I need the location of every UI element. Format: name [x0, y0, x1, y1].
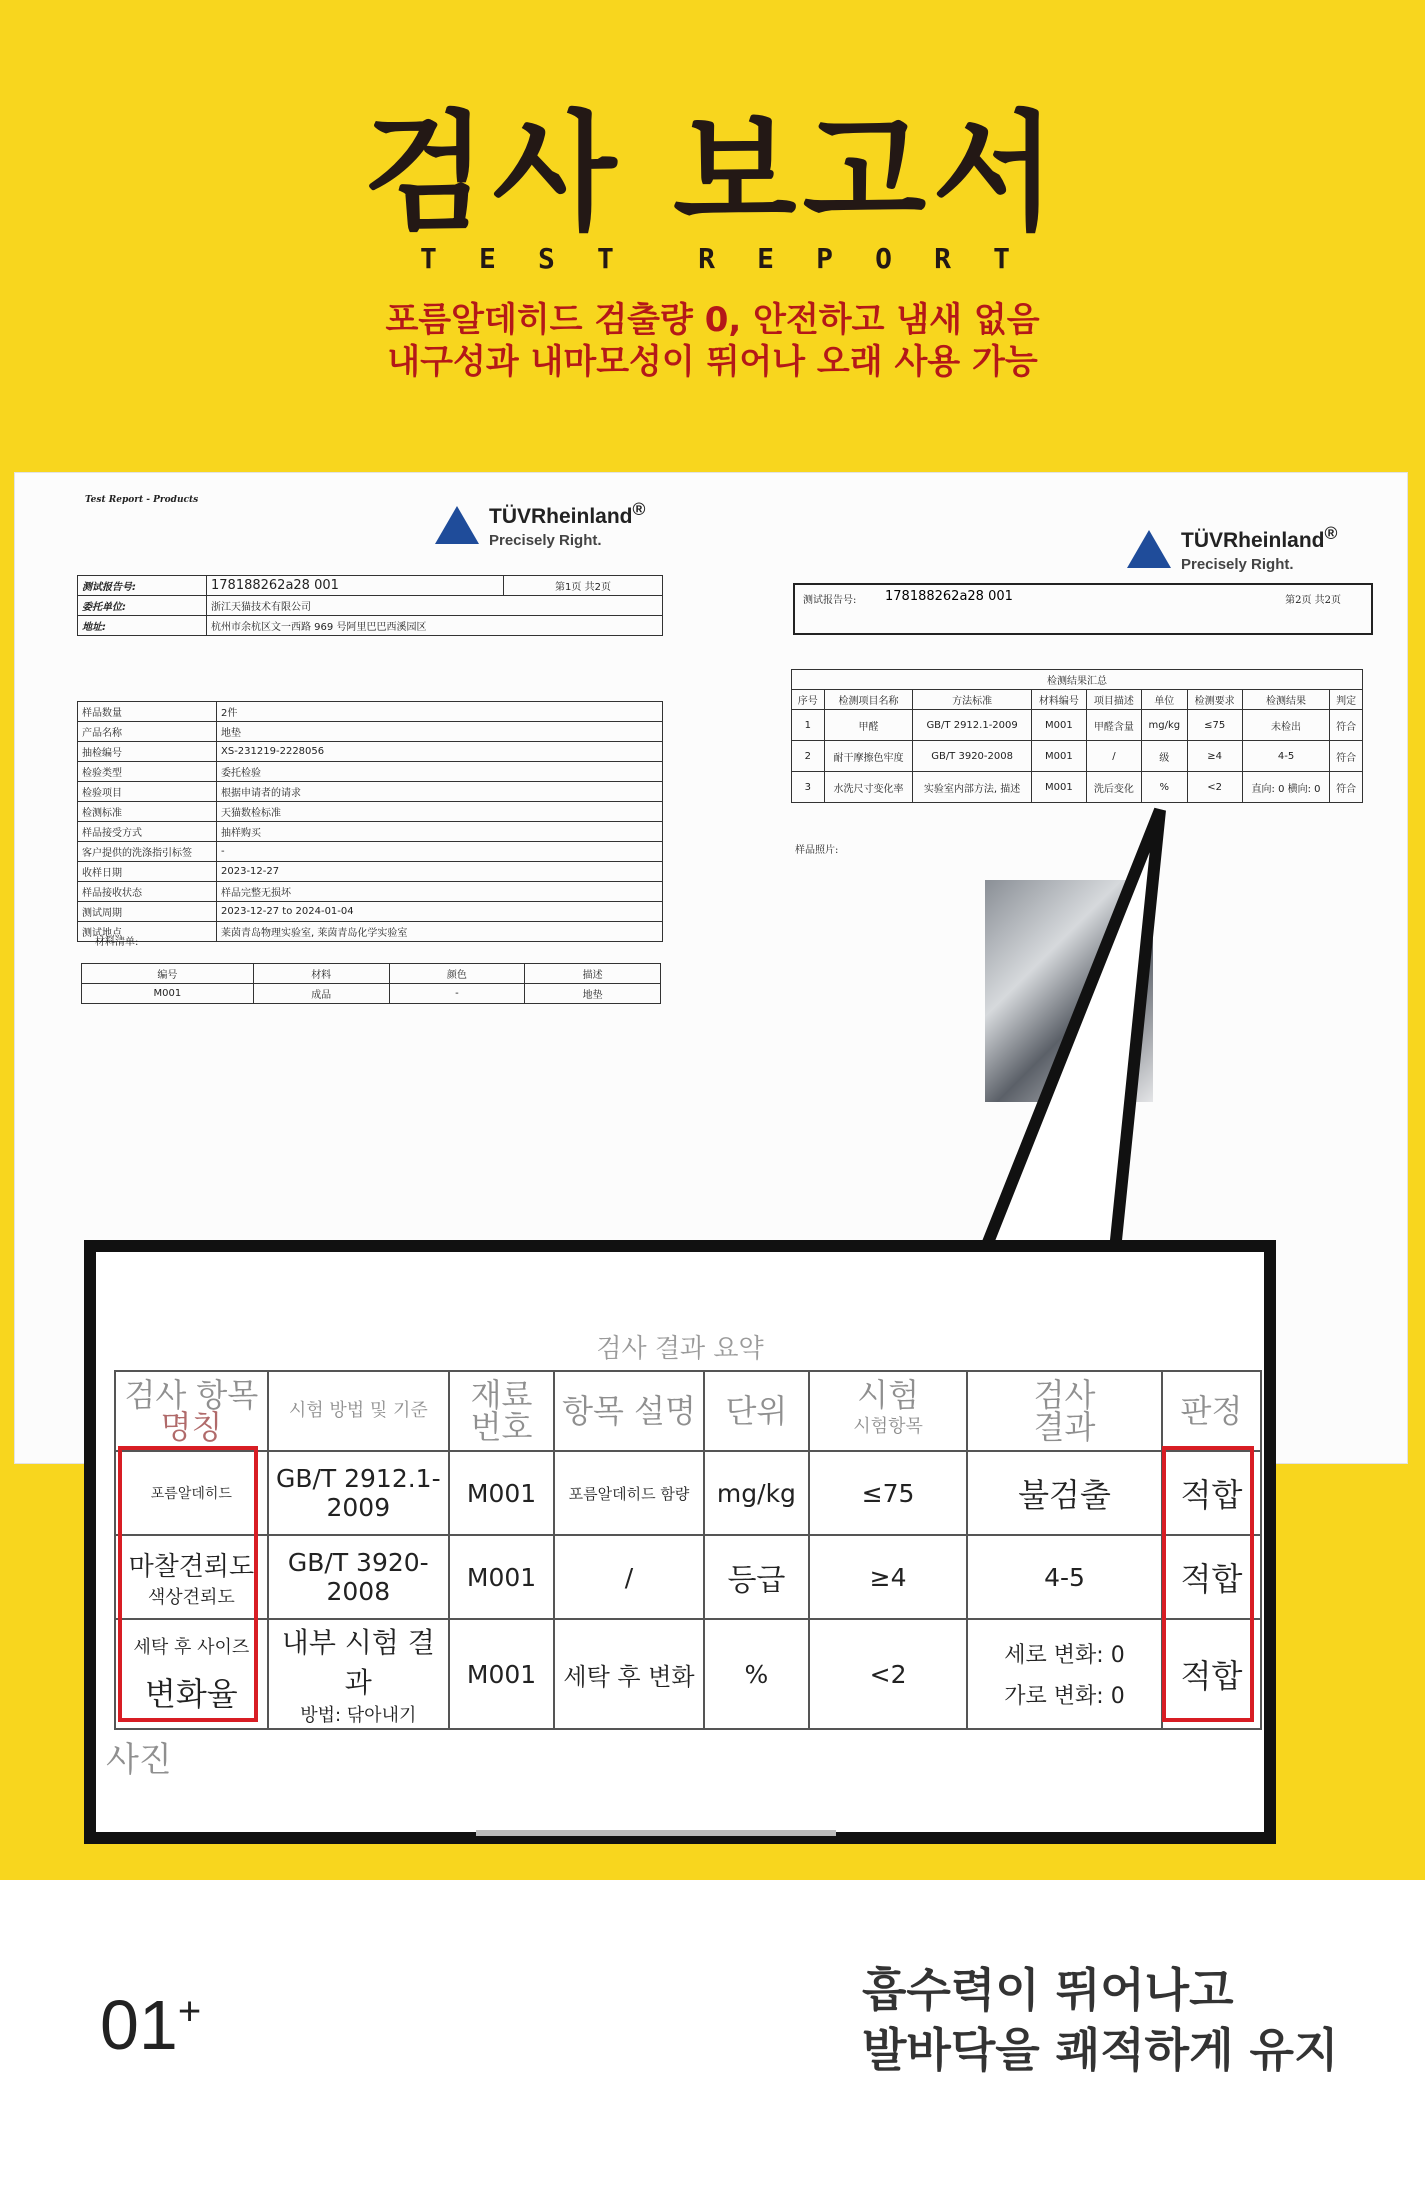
subtitle-letter: E — [757, 242, 774, 275]
summary-small-cell: 甲醛含量 — [1086, 710, 1141, 741]
summary-small-cell: mg/kg — [1141, 710, 1187, 741]
summary-small-cell: 直向: 0 横向: 0 — [1242, 772, 1330, 803]
summary-small-cell: <2 — [1187, 772, 1242, 803]
material-cell: 成品 — [253, 984, 389, 1004]
info-value: 委托检验 — [217, 762, 663, 782]
subtitle-letter: O — [875, 242, 892, 275]
summary-small-cell: 水洗尺寸变化率 — [824, 772, 913, 803]
subtitle-letter: T — [420, 242, 437, 275]
page-count: 第2页 共2页 — [1285, 595, 1341, 606]
info-label: 样品接收状态 — [78, 882, 217, 902]
info-label: 产品名称 — [78, 722, 217, 742]
header-requirement: 시험 시험항목 — [809, 1371, 967, 1451]
info-value: 抽样购买 — [217, 822, 663, 842]
info-label: 样品数量 — [78, 702, 217, 722]
address-value: 杭州市余杭区文一西路 969 号阿里巴巴西溪园区 — [207, 616, 663, 636]
material-header: 描述 — [525, 964, 661, 984]
summary-header-row — [115, 1371, 1261, 1451]
table-row — [115, 1451, 1261, 1535]
cell-result: 불검출 — [967, 1451, 1162, 1535]
page-title: 검사 보고서 — [363, 99, 1062, 248]
info-label: 测试地点 — [78, 922, 217, 942]
table-row — [115, 1535, 1261, 1619]
summary-small-cell: ≥4 — [1187, 741, 1242, 772]
report-no-value: 178188262a28 001 — [885, 589, 1013, 604]
cell-material: M001 — [449, 1535, 554, 1619]
tagline-2: 내구성과 내마모성이 뛰어나 오래 사용 가능 — [387, 342, 1038, 382]
summary-small-cell: 洗后变化 — [1086, 772, 1141, 803]
info-value: 天猫数检标准 — [217, 802, 663, 822]
summary-small-cell: / — [1086, 741, 1141, 772]
material-cell: 地垫 — [525, 984, 661, 1004]
cell-name: 마찰견뢰도 색상견뢰도 — [115, 1535, 268, 1619]
header-unit: 단위 — [704, 1371, 809, 1451]
summary-small-cell: % — [1141, 772, 1187, 803]
material-header: 材料 — [253, 964, 389, 984]
report-no-value: 178188262a28 001 — [207, 576, 504, 596]
scrollbar[interactable] — [476, 1830, 836, 1836]
summary-small-cell: 1 — [792, 710, 825, 741]
cell-material: M001 — [449, 1451, 554, 1535]
summary-small-header: 项目描述 — [1086, 690, 1141, 710]
summary-small-header: 单位 — [1141, 690, 1187, 710]
cell-result: 세로 변화: 0 가로 변화: 0 — [967, 1619, 1162, 1729]
summary-small-cell: M001 — [1031, 772, 1086, 803]
summary-small-cell: 符合 — [1330, 710, 1363, 741]
summary-small-cell: 耐干摩擦色牢度 — [824, 741, 913, 772]
subtitle-letter: R — [934, 242, 951, 275]
brand-mark: ® — [1324, 523, 1338, 543]
cell-desc: 포름알데히드 함량 — [554, 1451, 704, 1535]
summary-small-header: 材料编号 — [1031, 690, 1086, 710]
feature-line-1: 흡수력이 뛰어나고 — [862, 1963, 1234, 2017]
material-cell: M001 — [82, 984, 254, 1004]
highlight-box-items — [118, 1446, 258, 1722]
info-label: 检验项目 — [78, 782, 217, 802]
summary-small-cell: 实验室内部方法, 描述 — [913, 772, 1031, 803]
info-label: 收样日期 — [78, 862, 217, 882]
summary-small-cell: 未检出 — [1242, 710, 1330, 741]
summary-small-cell: 甲醛 — [824, 710, 913, 741]
material-label: 材料清单: — [95, 937, 139, 948]
info-value: 2023-12-27 — [217, 862, 663, 882]
header-material: 재료 번호 — [449, 1371, 554, 1451]
photo-label: 사진 — [106, 1740, 172, 1780]
report-no-label: 测试报告号: — [78, 576, 207, 596]
summary-small-header: 判定 — [1330, 690, 1363, 710]
material-header: 颜色 — [389, 964, 525, 984]
summary-small-header: 检测项目名称 — [824, 690, 913, 710]
brand-mark: ® — [632, 499, 646, 519]
callout-zoom-panel — [84, 1240, 1276, 1844]
summary-small-header: 检测要求 — [1187, 690, 1242, 710]
highlight-box-verdict — [1162, 1446, 1254, 1722]
table-row — [115, 1619, 1261, 1729]
subtitle-letter: R — [698, 242, 715, 275]
cell-unit: mg/kg — [704, 1451, 809, 1535]
brand-name: TÜVRheinland — [489, 505, 633, 528]
header-method: 시험 방법 및 기준 — [268, 1371, 449, 1451]
report-header-label: Test Report - Products — [85, 495, 199, 505]
summary-small-title: 检测结果汇总 — [792, 670, 1363, 690]
info-value: 地垫 — [217, 722, 663, 742]
info-label: 检验类型 — [78, 762, 217, 782]
cell-material: M001 — [449, 1619, 554, 1729]
header-item: 검사 항목 명칭 — [115, 1371, 268, 1451]
subtitle-letter: E — [479, 242, 496, 275]
summary-small-cell: 3 — [792, 772, 825, 803]
cell-method: 내부 시험 결과 방법: 닦아내기 — [268, 1619, 449, 1729]
summary-small-cell: 级 — [1141, 741, 1187, 772]
header-desc: 항목 설명 — [554, 1371, 704, 1451]
info-value: 莱茵青岛物理实验室, 莱茵青岛化学实验室 — [217, 922, 663, 942]
brand-slogan: Precisely Right. — [1181, 556, 1294, 573]
report-no-label: 测试报告号: — [803, 595, 857, 606]
cell-verdict: 적합 — [1162, 1619, 1261, 1729]
address-label: 地址: — [78, 616, 207, 636]
cell-requirement: <2 — [809, 1619, 967, 1729]
subtitle-letter: T — [597, 242, 614, 275]
feature-line-2: 발바닥을 쾌적하게 유지 — [862, 2023, 1339, 2077]
cell-desc: 세탁 후 변화 — [554, 1619, 704, 1729]
info-label: 抽检编号 — [78, 742, 217, 762]
summary-small-cell: 符合 — [1330, 772, 1363, 803]
header-verdict: 판정 — [1162, 1371, 1261, 1451]
info-value: 样品完整无损坏 — [217, 882, 663, 902]
client-name: 浙江天猫技术有限公司 — [207, 596, 663, 616]
cell-unit: 등급 — [704, 1535, 809, 1619]
feature-text — [862, 1960, 1338, 2080]
info-value: 根据申请者的请求 — [217, 782, 663, 802]
summary-small-header: 序号 — [792, 690, 825, 710]
info-label: 测试周期 — [78, 902, 217, 922]
client-label: 委托单位: — [78, 596, 207, 616]
section-number: 01+ — [100, 1986, 202, 2064]
summary-small-cell: GB/T 2912.1-2009 — [913, 710, 1031, 741]
cell-method: GB/T 2912.1-2009 — [268, 1451, 449, 1535]
cell-verdict: 적합 — [1162, 1451, 1261, 1535]
summary-small-cell: GB/T 3920-2008 — [913, 741, 1031, 772]
photo-label-cn: 样品照片: — [795, 845, 839, 856]
cell-requirement: ≤75 — [809, 1451, 967, 1535]
page-count: 第1页 共2页 — [504, 576, 663, 596]
summary-title: 검사 결과 요약 — [596, 1334, 764, 1364]
brand-slogan: Precisely Right. — [489, 532, 602, 549]
cell-method: GB/T 3920-2008 — [268, 1535, 449, 1619]
info-value: - — [217, 842, 663, 862]
summary-small-header: 检测结果 — [1242, 690, 1330, 710]
cell-result: 4-5 — [967, 1535, 1162, 1619]
info-value: 2件 — [217, 702, 663, 722]
tagline-1: 포름알데히드 검출량 0, 안전하고 냄새 없음 — [385, 300, 1040, 340]
subtitle-letter: S — [538, 242, 555, 275]
header-result: 검사 결과 — [967, 1371, 1162, 1451]
cell-name: 포름알데히드 — [115, 1451, 268, 1535]
subtitle-letter: P — [816, 242, 833, 275]
brand-name: TÜVRheinland — [1181, 529, 1325, 552]
material-cell: - — [389, 984, 525, 1004]
info-label: 检测标准 — [78, 802, 217, 822]
info-label: 样品接受方式 — [78, 822, 217, 842]
summary-small-header: 方法标准 — [913, 690, 1031, 710]
info-label: 客户提供的洗涤指引标签 — [78, 842, 217, 862]
summary-small-cell: ≤75 — [1187, 710, 1242, 741]
summary-small-cell: 4-5 — [1242, 741, 1330, 772]
cell-requirement: ≥4 — [809, 1535, 967, 1619]
cell-name: 세탁 후 사이즈 변화율 — [115, 1619, 268, 1729]
cell-desc: / — [554, 1535, 704, 1619]
subtitle-letter: T — [993, 242, 1010, 275]
summary-small-cell: 符合 — [1330, 741, 1363, 772]
info-value: XS-231219-2228056 — [217, 742, 663, 762]
cell-verdict: 적합 — [1162, 1535, 1261, 1619]
info-value: 2023-12-27 to 2024-01-04 — [217, 902, 663, 922]
summary-small-cell: 2 — [792, 741, 825, 772]
material-header: 编号 — [82, 964, 254, 984]
cell-unit: % — [704, 1619, 809, 1729]
summary-small-cell: M001 — [1031, 710, 1086, 741]
summary-small-cell: M001 — [1031, 741, 1086, 772]
summary-table — [114, 1370, 1262, 1730]
